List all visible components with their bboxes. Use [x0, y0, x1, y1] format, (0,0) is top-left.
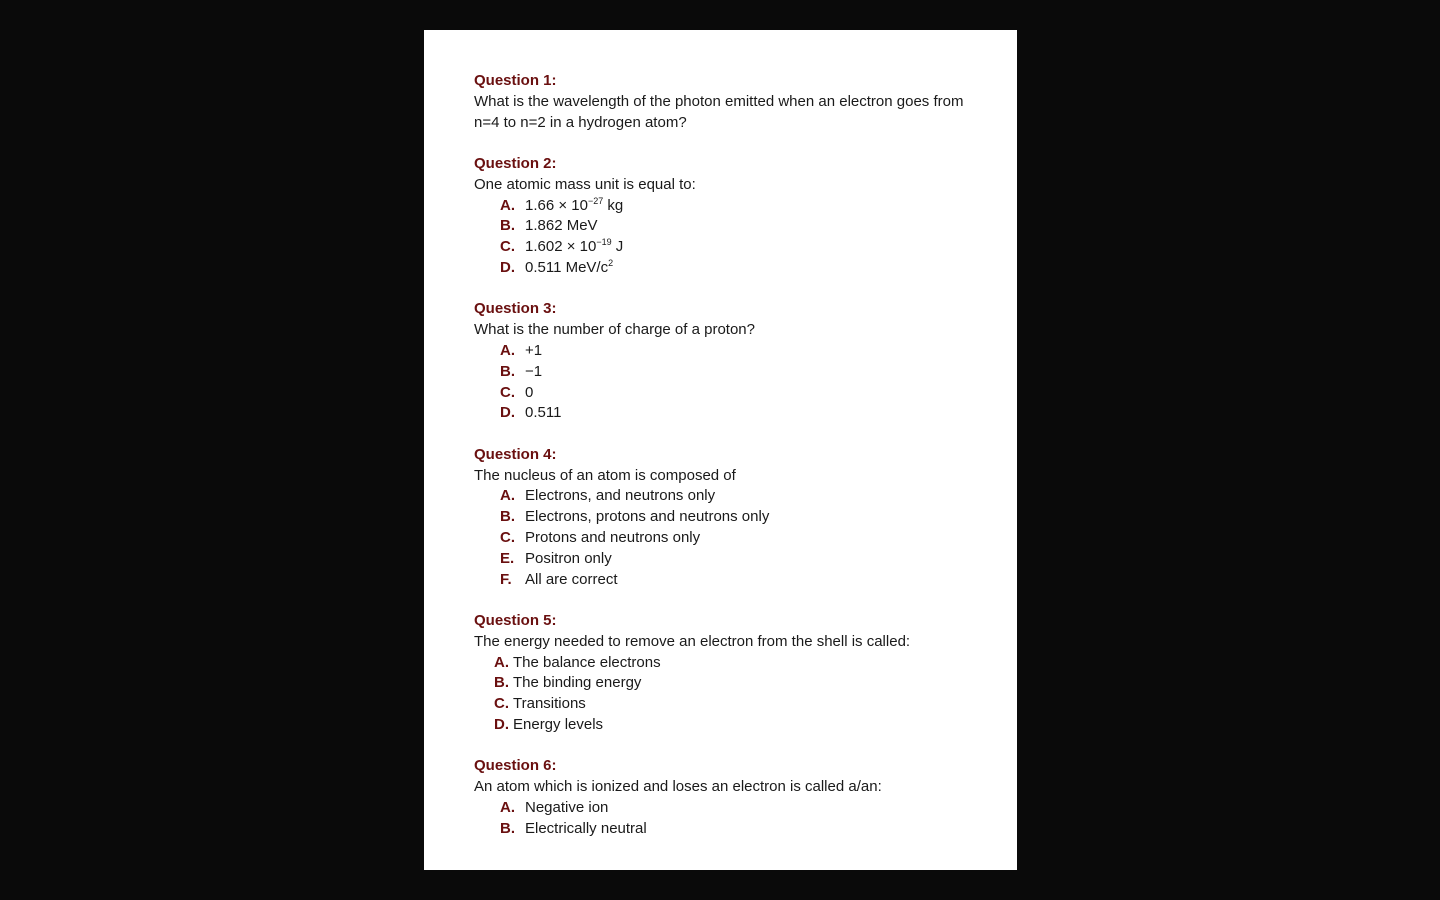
- document-page: [424, 30, 1017, 870]
- option-letter: A.: [494, 653, 509, 671]
- option-text: Negative ion: [525, 798, 609, 816]
- option-letter: D.: [500, 404, 515, 422]
- option-text: −1: [525, 362, 543, 380]
- option-letter: A.: [500, 196, 515, 214]
- option-list: [474, 798, 967, 840]
- question-title: Question 3:: [474, 300, 557, 318]
- option-text: +1: [525, 341, 543, 359]
- option-letter: A.: [500, 798, 515, 816]
- option-value: 0.511 MeV/c: [525, 258, 609, 276]
- option-text: Transitions: [513, 695, 586, 713]
- option-d: [500, 403, 967, 424]
- option-letter: D.: [500, 258, 515, 276]
- option-letter: A.: [500, 487, 515, 505]
- option-letter: B.: [500, 508, 515, 526]
- option-d: [500, 258, 967, 279]
- option-text: 0: [525, 383, 534, 401]
- option-c: [494, 694, 967, 715]
- option-a: [500, 798, 967, 819]
- option-list: [474, 341, 967, 424]
- option-letter: C.: [494, 695, 509, 713]
- option-text: Electrically neutral: [525, 819, 647, 837]
- question-2: [474, 154, 967, 279]
- question-title: Question 1:: [474, 72, 557, 89]
- option-letter: C.: [500, 238, 515, 256]
- option-letter: B.: [494, 674, 509, 692]
- question-title: Question 5:: [474, 611, 557, 629]
- question-text: The energy needed to remove an electron from the shell is called:: [474, 632, 911, 650]
- option-text: The balance electrons: [513, 653, 661, 671]
- option-unit: J: [611, 238, 624, 256]
- option-list: [474, 653, 967, 736]
- option-letter: B.: [500, 819, 515, 837]
- option-b: [500, 819, 967, 840]
- option-c: [500, 383, 967, 404]
- option-letter: C.: [500, 383, 515, 401]
- option-text: Electrons, protons and neutrons only: [525, 508, 770, 526]
- option-a: [500, 486, 967, 507]
- option-c: [500, 237, 967, 258]
- question-text: What is the wavelength of the photon emitted when an electron goes from n=4 to n=2 in a hydrogen atom?: [474, 92, 964, 131]
- option-list: [474, 486, 967, 590]
- option-f: [500, 570, 967, 591]
- question-title: Question 2:: [474, 154, 557, 172]
- option-d: [494, 715, 967, 736]
- option-letter: D.: [494, 715, 509, 733]
- question-text: The nucleus of an atom is composed of: [474, 466, 736, 484]
- option-unit: kg: [603, 196, 624, 214]
- option-e: [500, 549, 967, 570]
- option-text: Positron only: [525, 549, 612, 567]
- option-c: [500, 528, 967, 549]
- option-b: [500, 216, 967, 237]
- question-3: [474, 299, 967, 424]
- question-title: Question 6:: [474, 757, 557, 775]
- option-value: 1.862 MeV: [525, 217, 598, 235]
- option-letter: B.: [500, 362, 515, 380]
- question-6: [474, 756, 967, 839]
- option-text: The binding energy: [513, 674, 642, 692]
- option-letter: C.: [500, 528, 515, 546]
- option-letter: F.: [500, 570, 512, 588]
- question-5: [474, 611, 967, 736]
- option-a: [500, 341, 967, 362]
- option-exponent: 2: [608, 257, 614, 268]
- option-exponent: −27: [587, 195, 604, 206]
- option-value: 1.602 × 10: [525, 238, 597, 256]
- option-b: [494, 673, 967, 694]
- option-text: Electrons, and neutrons only: [525, 487, 716, 505]
- option-letter: A.: [500, 341, 515, 359]
- option-list: [474, 196, 967, 279]
- option-a: [500, 196, 967, 217]
- question-text: What is the number of charge of a proton?: [474, 321, 755, 339]
- option-text: All are correct: [525, 570, 618, 588]
- option-text: 0.511: [525, 404, 562, 422]
- option-a: [494, 653, 967, 674]
- option-letter: E.: [500, 549, 515, 567]
- question-text: An atom which is ionized and loses an electron is called a/an:: [474, 778, 882, 796]
- question-4: [474, 445, 967, 591]
- option-text: Energy levels: [513, 715, 604, 733]
- option-value: 1.66 × 10: [525, 196, 588, 214]
- option-exponent: −19: [596, 237, 612, 248]
- option-letter: B.: [500, 217, 515, 235]
- question-title: Question 4:: [474, 445, 557, 463]
- question-text: One atomic mass unit is equal to:: [474, 175, 696, 193]
- option-b: [500, 362, 967, 383]
- question-1: [474, 71, 967, 133]
- option-b: [500, 507, 967, 528]
- option-text: Protons and neutrons only: [525, 528, 701, 546]
